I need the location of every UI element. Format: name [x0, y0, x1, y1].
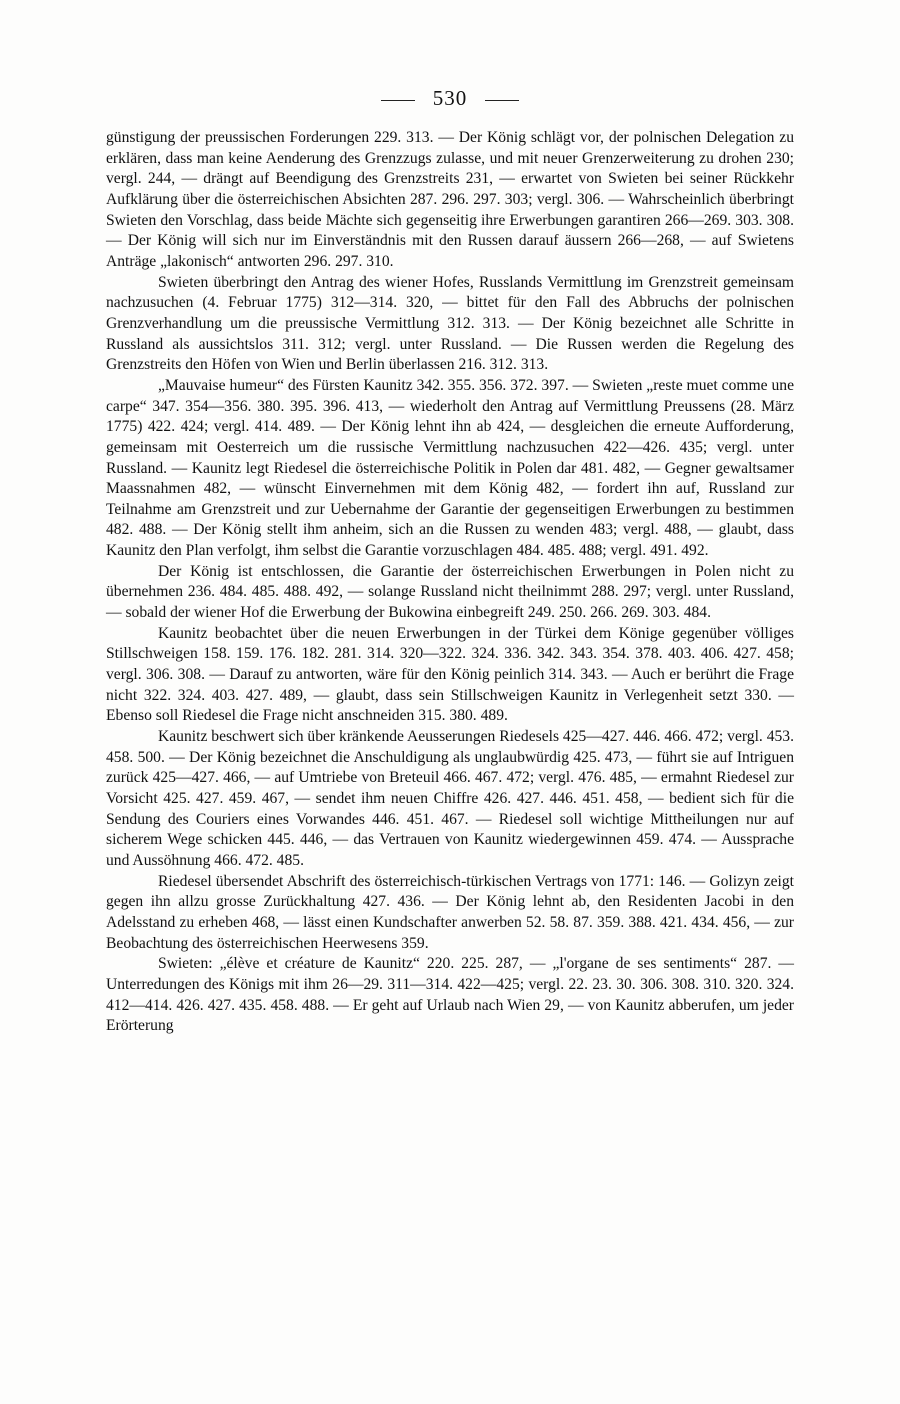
paragraph: „Mauvaise humeur“ des Fürsten Kaunitz 342. 355. 356. 372. 397. — Swieten „reste muet comme une carpe“ 347. 354—356. 380. 395. 396. 413, — wiederholt den Antrag auf Vermittlung Preussens (28. März 1775) 422. 424; vergl. 414. 489. — Der König lehnt ihn ab 424, — desgleichen die erneute Aufforderung, gemeinsam mit Oesterreich um die russische Vermittlung nachzusuchen 422—426. 435; vergl. unter Russland. — Kaunitz legt Riedesel die österreichische Politik in Polen dar 481. 482, — Gegner gewaltsamer Maassnahmen 482, — wünscht Einvernehmen mit dem König 482, — fordert ihn auf, Russland zur Teilnahme am Grenzstreit und zur Uebernahme der Garantie der gegenseitigen Erwerbungen zu bestimmen 482. 488. — Der König stellt ihm anheim, sich an die Russen zu wenden 483; vergl. 488, — glaubt, dass Kaunitz den Plan verfolgt, ihm selbst die Garantie vorzuschlagen 484. 485. 488; vergl. 491. 492.: [106, 376, 794, 560]
paragraph: Der König ist entschlossen, die Garantie der österreichischen Erwerbungen in Polen nicht zu übernehmen 236. 484. 485. 488. 492, — solange Russland nicht theilnimmt 288. 297; vergl. unter Russland, — sobald der wiener Hof die Erwerbung der Bukowina einbegreift 249. 250. 266. 269. 303. 484.: [106, 562, 794, 622]
paragraph: günstigung der preussischen Forderungen 229. 313. — Der König schlägt vor, der polnischen Delegation zu erklären, dass man keine Aenderung des Grenzzugs zulasse, und mit neuer Grenzerweiterung zu drohen 230; vergl. 244, — drängt auf Beendigung des Grenzstreits 231, — erwartet von Swieten bei seiner Rückkehr Aufklärung über die österreichischen Absichten 287. 296. 297. 303; vergl. 306. — Wahrscheinlich überbringt Swieten den Vorschlag, dass beide Mächte sich gegenseitig ihre Erwerbungen garantiren 266—269. 303. 308. — Der König will sich nur im Einverständnis mit den Russen darauf äussern 266—268, — auf Swietens Anträge „lakonisch“ antworten 296. 297. 310.: [106, 129, 794, 270]
paragraph: Swieten: „élève et créature de Kaunitz“ 220. 225. 287, — „l'organe de ses sentiments“ 287. — Unterredungen des Königs mit ihm 26—29. 311—314. 422—425; vergl. 22. 23. 30. 306. 308. 310. 320. 324. 412—414. 426. 427. 435. 458. 488. — Er geht auf Urlaub nach Wien 29, — von Kaunitz abberufen, um jeder Erörterung: [106, 955, 794, 1035]
paragraph: Swieten überbringt den Antrag des wiener Hofes, Russlands Vermittlung im Grenzstreit gemeinsam nachzusuchen (4. Februar 1775) 312—314. 320, — bittet für den Fall des Abbruchs der polnischen Grenzverhandlung um die preussische Vermittlung 312. 313. — Der König bezeichnet alle Schritte in Russland als aussichtslos 311. 312; vergl. unter Russland. — Die Russen werden die Regelung des Grenzstreits den Höfen von Wien und Berlin überlassen 216. 312. 313.: [106, 273, 794, 374]
page-number: 530: [432, 86, 468, 110]
paragraph: Kaunitz beobachtet über die neuen Erwerbungen in der Türkei dem Könige gegenüber völliges Stillschweigen 158. 159. 176. 182. 281. 314. 320—322. 324. 336. 342. 343. 354. 378. 403. 406. 427. 458; vergl. 306. 308. — Darauf zu antworten, wäre für den König peinlich 314. 343. — Auch er berührt die Frage nicht 322. 324. 403. 427. 489, — glaubt, dass sein Stillschweigen Kaunitz in Verlegenheit setzt 330. — Ebenso soll Riedesel die Frage nicht anschneiden 315. 380. 489.: [106, 624, 794, 725]
page-header: [0, 86, 900, 111]
header-rule-left: [381, 100, 415, 101]
paragraph: Kaunitz beschwert sich über kränkende Aeusserungen Riedesels 425—427. 446. 466. 472; vergl. 453. 458. 500. — Der König bezeichnet die Anschuldigung als unglaubwürdig 425. 473, — führt sie auf Intriguen zurück 425—427. 466, — auf Umtriebe von Breteuil 466. 467. 472; vergl. 476. 485, — ermahnt Riedesel zur Vorsicht 425. 427. 459. 467, — sendet ihm neuen Chiffre 426. 427. 446. 451. 458, — bedient sich für die Sendung des Couriers eines Vorwandes 446. 451. 467. — Riedesel soll wichtige Mittheilungen nur auf sicherem Wege schicken 445. 446, — das Vertrauen von Kaunitz wiedergewinnen 459. 474. — Aussprache und Aussöhnung 466. 472. 485.: [106, 728, 794, 869]
paragraph: Riedesel übersendet Abschrift des österreichisch-türkischen Vertrags von 1771: 146. — Golizyn zeigt gegen ihn allzu grosse Zurückhaltung 427. 436. — Der König lehnt ab, den Residenten Jacobi in den Adelsstand zu erheben 468, — lässt einen Kundschafter anwerben 52. 58. 87. 359. 388. 421. 434. 456, — zur Beobachtung des österreichischen Heerwesens 359.: [106, 872, 794, 952]
header-rule-right: [485, 100, 519, 101]
index-text: [106, 128, 794, 1037]
